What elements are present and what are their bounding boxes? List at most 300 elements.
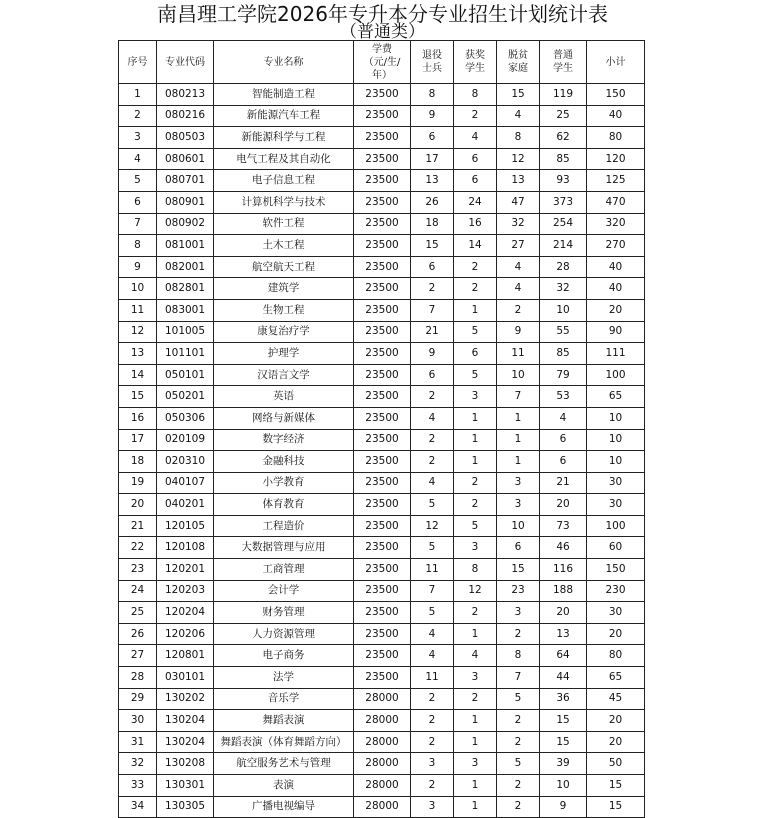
cell-no: 6 bbox=[119, 191, 157, 213]
cell-award: 1 bbox=[454, 407, 497, 429]
cell-regular: 85 bbox=[540, 148, 587, 170]
cell-award: 5 bbox=[454, 515, 497, 537]
cell-fee: 23500 bbox=[354, 580, 411, 602]
cell-regular: 36 bbox=[540, 688, 587, 710]
cell-poverty: 32 bbox=[497, 213, 540, 235]
cell-award: 1 bbox=[454, 451, 497, 473]
cell-award: 4 bbox=[454, 127, 497, 149]
cell-regular: 64 bbox=[540, 645, 587, 667]
header-award: 获奖 学生 bbox=[454, 41, 497, 84]
cell-veteran: 18 bbox=[411, 213, 454, 235]
cell-poverty: 3 bbox=[497, 494, 540, 516]
cell-veteran: 26 bbox=[411, 191, 454, 213]
cell-award: 3 bbox=[454, 537, 497, 559]
cell-code: 080701 bbox=[157, 170, 214, 192]
cell-name: 建筑学 bbox=[214, 278, 354, 300]
table-row bbox=[119, 278, 645, 300]
cell-subtotal: 150 bbox=[587, 84, 645, 106]
cell-subtotal: 230 bbox=[587, 580, 645, 602]
page-subtitle: （普通类） bbox=[340, 22, 425, 42]
cell-regular: 10 bbox=[540, 299, 587, 321]
cell-fee: 23500 bbox=[354, 256, 411, 278]
cell-name: 人力资源管理 bbox=[214, 623, 354, 645]
cell-regular: 25 bbox=[540, 105, 587, 127]
cell-fee: 23500 bbox=[354, 191, 411, 213]
cell-regular: 55 bbox=[540, 321, 587, 343]
cell-fee: 23500 bbox=[354, 472, 411, 494]
table-body bbox=[119, 84, 645, 818]
cell-regular: 13 bbox=[540, 623, 587, 645]
cell-subtotal: 15 bbox=[587, 796, 645, 818]
cell-fee: 23500 bbox=[354, 602, 411, 624]
cell-name: 小学教育 bbox=[214, 472, 354, 494]
cell-code: 120801 bbox=[157, 645, 214, 667]
cell-veteran: 7 bbox=[411, 580, 454, 602]
cell-poverty: 7 bbox=[497, 386, 540, 408]
cell-veteran: 2 bbox=[411, 731, 454, 753]
cell-veteran: 2 bbox=[411, 386, 454, 408]
table-row bbox=[119, 170, 645, 192]
cell-no: 8 bbox=[119, 235, 157, 257]
cell-award: 1 bbox=[454, 623, 497, 645]
cell-name: 新能源科学与工程 bbox=[214, 127, 354, 149]
cell-veteran: 5 bbox=[411, 537, 454, 559]
cell-name: 财务管理 bbox=[214, 602, 354, 624]
cell-veteran: 3 bbox=[411, 753, 454, 775]
cell-award: 3 bbox=[454, 753, 497, 775]
table-row bbox=[119, 645, 645, 667]
table-row bbox=[119, 731, 645, 753]
cell-code: 050101 bbox=[157, 364, 214, 386]
cell-regular: 21 bbox=[540, 472, 587, 494]
cell-code: 130202 bbox=[157, 688, 214, 710]
cell-fee: 28000 bbox=[354, 710, 411, 732]
cell-poverty: 3 bbox=[497, 602, 540, 624]
cell-regular: 373 bbox=[540, 191, 587, 213]
cell-name: 康复治疗学 bbox=[214, 321, 354, 343]
cell-name: 舞蹈表演（体育舞蹈方向） bbox=[214, 731, 354, 753]
cell-subtotal: 150 bbox=[587, 559, 645, 581]
cell-poverty: 7 bbox=[497, 667, 540, 689]
cell-poverty: 5 bbox=[497, 753, 540, 775]
cell-veteran: 7 bbox=[411, 299, 454, 321]
cell-veteran: 2 bbox=[411, 278, 454, 300]
cell-regular: 20 bbox=[540, 494, 587, 516]
cell-veteran: 6 bbox=[411, 127, 454, 149]
cell-award: 2 bbox=[454, 472, 497, 494]
cell-regular: 6 bbox=[540, 451, 587, 473]
cell-no: 29 bbox=[119, 688, 157, 710]
cell-subtotal: 65 bbox=[587, 667, 645, 689]
cell-name: 体育教育 bbox=[214, 494, 354, 516]
cell-veteran: 6 bbox=[411, 364, 454, 386]
cell-veteran: 15 bbox=[411, 235, 454, 257]
cell-award: 1 bbox=[454, 796, 497, 818]
cell-veteran: 6 bbox=[411, 256, 454, 278]
header-subtotal: 小计 bbox=[587, 41, 645, 84]
cell-fee: 23500 bbox=[354, 515, 411, 537]
cell-poverty: 8 bbox=[497, 127, 540, 149]
cell-code: 020109 bbox=[157, 429, 214, 451]
cell-code: 120201 bbox=[157, 559, 214, 581]
cell-veteran: 4 bbox=[411, 645, 454, 667]
cell-regular: 32 bbox=[540, 278, 587, 300]
cell-fee: 23500 bbox=[354, 386, 411, 408]
cell-fee: 23500 bbox=[354, 105, 411, 127]
cell-name: 计算机科学与技术 bbox=[214, 191, 354, 213]
cell-fee: 23500 bbox=[354, 364, 411, 386]
table-row bbox=[119, 623, 645, 645]
cell-award: 5 bbox=[454, 321, 497, 343]
cell-award: 2 bbox=[454, 602, 497, 624]
cell-code: 020310 bbox=[157, 451, 214, 473]
cell-award: 8 bbox=[454, 84, 497, 106]
cell-poverty: 12 bbox=[497, 148, 540, 170]
cell-no: 11 bbox=[119, 299, 157, 321]
cell-no: 25 bbox=[119, 602, 157, 624]
cell-poverty: 4 bbox=[497, 105, 540, 127]
cell-name: 航空服务艺术与管理 bbox=[214, 753, 354, 775]
cell-no: 2 bbox=[119, 105, 157, 127]
cell-no: 30 bbox=[119, 710, 157, 732]
cell-poverty: 15 bbox=[497, 84, 540, 106]
cell-name: 广播电视编导 bbox=[214, 796, 354, 818]
cell-veteran: 2 bbox=[411, 429, 454, 451]
cell-fee: 23500 bbox=[354, 645, 411, 667]
cell-code: 101101 bbox=[157, 343, 214, 365]
cell-award: 3 bbox=[454, 667, 497, 689]
cell-veteran: 2 bbox=[411, 775, 454, 797]
cell-regular: 62 bbox=[540, 127, 587, 149]
table-row bbox=[119, 602, 645, 624]
cell-subtotal: 470 bbox=[587, 191, 645, 213]
cell-veteran: 5 bbox=[411, 494, 454, 516]
cell-subtotal: 60 bbox=[587, 537, 645, 559]
cell-award: 6 bbox=[454, 148, 497, 170]
table-row bbox=[119, 105, 645, 127]
cell-fee: 23500 bbox=[354, 170, 411, 192]
cell-fee: 23500 bbox=[354, 235, 411, 257]
cell-name: 航空航天工程 bbox=[214, 256, 354, 278]
cell-name: 电子商务 bbox=[214, 645, 354, 667]
cell-name: 电子信息工程 bbox=[214, 170, 354, 192]
cell-fee: 23500 bbox=[354, 407, 411, 429]
cell-subtotal: 15 bbox=[587, 775, 645, 797]
table-row bbox=[119, 191, 645, 213]
cell-poverty: 1 bbox=[497, 451, 540, 473]
cell-name: 护理学 bbox=[214, 343, 354, 365]
cell-no: 15 bbox=[119, 386, 157, 408]
cell-regular: 73 bbox=[540, 515, 587, 537]
cell-name: 会计学 bbox=[214, 580, 354, 602]
cell-fee: 23500 bbox=[354, 667, 411, 689]
cell-no: 20 bbox=[119, 494, 157, 516]
cell-code: 120105 bbox=[157, 515, 214, 537]
cell-award: 8 bbox=[454, 559, 497, 581]
table-row bbox=[119, 321, 645, 343]
cell-fee: 23500 bbox=[354, 299, 411, 321]
cell-veteran: 13 bbox=[411, 170, 454, 192]
table-row bbox=[119, 235, 645, 257]
cell-poverty: 23 bbox=[497, 580, 540, 602]
cell-award: 1 bbox=[454, 429, 497, 451]
table-row bbox=[119, 753, 645, 775]
cell-subtotal: 20 bbox=[587, 623, 645, 645]
cell-veteran: 17 bbox=[411, 148, 454, 170]
cell-award: 1 bbox=[454, 710, 497, 732]
cell-poverty: 4 bbox=[497, 256, 540, 278]
cell-subtotal: 80 bbox=[587, 645, 645, 667]
table-row bbox=[119, 451, 645, 473]
table-row bbox=[119, 213, 645, 235]
table-row bbox=[119, 148, 645, 170]
cell-code: 120108 bbox=[157, 537, 214, 559]
cell-subtotal: 100 bbox=[587, 364, 645, 386]
cell-subtotal: 20 bbox=[587, 299, 645, 321]
cell-fee: 28000 bbox=[354, 731, 411, 753]
cell-name: 软件工程 bbox=[214, 213, 354, 235]
cell-code: 082001 bbox=[157, 256, 214, 278]
cell-regular: 28 bbox=[540, 256, 587, 278]
cell-no: 13 bbox=[119, 343, 157, 365]
cell-award: 5 bbox=[454, 364, 497, 386]
cell-code: 120204 bbox=[157, 602, 214, 624]
cell-no: 18 bbox=[119, 451, 157, 473]
cell-poverty: 2 bbox=[497, 731, 540, 753]
table-row bbox=[119, 580, 645, 602]
table-row bbox=[119, 710, 645, 732]
cell-no: 17 bbox=[119, 429, 157, 451]
cell-veteran: 5 bbox=[411, 602, 454, 624]
cell-regular: 20 bbox=[540, 602, 587, 624]
cell-fee: 28000 bbox=[354, 775, 411, 797]
cell-code: 030101 bbox=[157, 667, 214, 689]
cell-poverty: 47 bbox=[497, 191, 540, 213]
cell-no: 4 bbox=[119, 148, 157, 170]
cell-veteran: 12 bbox=[411, 515, 454, 537]
cell-code: 130301 bbox=[157, 775, 214, 797]
cell-veteran: 8 bbox=[411, 84, 454, 106]
cell-regular: 85 bbox=[540, 343, 587, 365]
cell-code: 080901 bbox=[157, 191, 214, 213]
cell-veteran: 2 bbox=[411, 451, 454, 473]
cell-award: 6 bbox=[454, 170, 497, 192]
cell-fee: 23500 bbox=[354, 623, 411, 645]
cell-name: 工商管理 bbox=[214, 559, 354, 581]
table-row bbox=[119, 515, 645, 537]
cell-subtotal: 20 bbox=[587, 710, 645, 732]
cell-poverty: 27 bbox=[497, 235, 540, 257]
cell-name: 数字经济 bbox=[214, 429, 354, 451]
cell-code: 083001 bbox=[157, 299, 214, 321]
cell-name: 汉语言文学 bbox=[214, 364, 354, 386]
cell-poverty: 4 bbox=[497, 278, 540, 300]
cell-subtotal: 10 bbox=[587, 407, 645, 429]
cell-award: 2 bbox=[454, 256, 497, 278]
cell-no: 27 bbox=[119, 645, 157, 667]
cell-code: 082801 bbox=[157, 278, 214, 300]
table-row bbox=[119, 667, 645, 689]
cell-name: 智能制造工程 bbox=[214, 84, 354, 106]
header-code: 专业代码 bbox=[157, 41, 214, 84]
cell-veteran: 2 bbox=[411, 688, 454, 710]
cell-name: 大数据管理与应用 bbox=[214, 537, 354, 559]
cell-code: 130208 bbox=[157, 753, 214, 775]
cell-subtotal: 65 bbox=[587, 386, 645, 408]
cell-award: 3 bbox=[454, 386, 497, 408]
cell-code: 081001 bbox=[157, 235, 214, 257]
cell-poverty: 8 bbox=[497, 645, 540, 667]
cell-name: 表演 bbox=[214, 775, 354, 797]
header-no: 序号 bbox=[119, 41, 157, 84]
cell-award: 12 bbox=[454, 580, 497, 602]
cell-code: 080601 bbox=[157, 148, 214, 170]
cell-fee: 23500 bbox=[354, 148, 411, 170]
cell-poverty: 10 bbox=[497, 364, 540, 386]
cell-fee: 23500 bbox=[354, 84, 411, 106]
cell-award: 2 bbox=[454, 494, 497, 516]
table-row bbox=[119, 688, 645, 710]
cell-code: 130204 bbox=[157, 710, 214, 732]
cell-veteran: 11 bbox=[411, 667, 454, 689]
cell-subtotal: 320 bbox=[587, 213, 645, 235]
cell-name: 法学 bbox=[214, 667, 354, 689]
cell-subtotal: 10 bbox=[587, 451, 645, 473]
cell-regular: 39 bbox=[540, 753, 587, 775]
cell-fee: 23500 bbox=[354, 343, 411, 365]
cell-subtotal: 90 bbox=[587, 321, 645, 343]
table-row bbox=[119, 537, 645, 559]
cell-no: 28 bbox=[119, 667, 157, 689]
cell-fee: 28000 bbox=[354, 796, 411, 818]
cell-code: 050201 bbox=[157, 386, 214, 408]
cell-subtotal: 50 bbox=[587, 753, 645, 775]
cell-poverty: 9 bbox=[497, 321, 540, 343]
cell-no: 1 bbox=[119, 84, 157, 106]
cell-subtotal: 30 bbox=[587, 472, 645, 494]
table-header-row bbox=[119, 41, 645, 84]
cell-poverty: 3 bbox=[497, 472, 540, 494]
cell-award: 2 bbox=[454, 278, 497, 300]
table-row bbox=[119, 364, 645, 386]
cell-fee: 23500 bbox=[354, 321, 411, 343]
cell-code: 120206 bbox=[157, 623, 214, 645]
header-regular: 普通 学生 bbox=[540, 41, 587, 84]
cell-veteran: 21 bbox=[411, 321, 454, 343]
cell-veteran: 2 bbox=[411, 710, 454, 732]
page-title: 南昌理工学院2026年专升本分专业招生计划统计表 bbox=[157, 2, 608, 26]
cell-award: 16 bbox=[454, 213, 497, 235]
cell-no: 34 bbox=[119, 796, 157, 818]
cell-code: 040107 bbox=[157, 472, 214, 494]
cell-name: 新能源汽车工程 bbox=[214, 105, 354, 127]
cell-poverty: 13 bbox=[497, 170, 540, 192]
table-row bbox=[119, 407, 645, 429]
cell-poverty: 1 bbox=[497, 429, 540, 451]
cell-subtotal: 111 bbox=[587, 343, 645, 365]
header-veteran: 退役 士兵 bbox=[411, 41, 454, 84]
cell-regular: 4 bbox=[540, 407, 587, 429]
cell-no: 12 bbox=[119, 321, 157, 343]
cell-regular: 10 bbox=[540, 775, 587, 797]
cell-name: 舞蹈表演 bbox=[214, 710, 354, 732]
cell-subtotal: 270 bbox=[587, 235, 645, 257]
cell-subtotal: 125 bbox=[587, 170, 645, 192]
cell-no: 16 bbox=[119, 407, 157, 429]
cell-award: 2 bbox=[454, 105, 497, 127]
cell-name: 音乐学 bbox=[214, 688, 354, 710]
cell-award: 2 bbox=[454, 688, 497, 710]
cell-regular: 46 bbox=[540, 537, 587, 559]
cell-code: 050306 bbox=[157, 407, 214, 429]
cell-regular: 44 bbox=[540, 667, 587, 689]
cell-regular: 93 bbox=[540, 170, 587, 192]
cell-veteran: 11 bbox=[411, 559, 454, 581]
cell-award: 14 bbox=[454, 235, 497, 257]
table-row bbox=[119, 386, 645, 408]
table-row bbox=[119, 559, 645, 581]
cell-poverty: 6 bbox=[497, 537, 540, 559]
cell-no: 14 bbox=[119, 364, 157, 386]
cell-regular: 15 bbox=[540, 731, 587, 753]
cell-poverty: 11 bbox=[497, 343, 540, 365]
cell-subtotal: 120 bbox=[587, 148, 645, 170]
cell-poverty: 1 bbox=[497, 407, 540, 429]
cell-poverty: 10 bbox=[497, 515, 540, 537]
cell-fee: 23500 bbox=[354, 429, 411, 451]
header-name: 专业名称 bbox=[214, 41, 354, 84]
cell-subtotal: 20 bbox=[587, 731, 645, 753]
table-row bbox=[119, 299, 645, 321]
cell-fee: 23500 bbox=[354, 494, 411, 516]
cell-fee: 23500 bbox=[354, 451, 411, 473]
cell-poverty: 2 bbox=[497, 775, 540, 797]
cell-regular: 188 bbox=[540, 580, 587, 602]
cell-no: 5 bbox=[119, 170, 157, 192]
cell-name: 生物工程 bbox=[214, 299, 354, 321]
cell-fee: 23500 bbox=[354, 537, 411, 559]
enrollment-plan-table bbox=[118, 40, 645, 818]
cell-award: 4 bbox=[454, 645, 497, 667]
cell-subtotal: 30 bbox=[587, 494, 645, 516]
cell-code: 040201 bbox=[157, 494, 214, 516]
table-row bbox=[119, 494, 645, 516]
cell-no: 26 bbox=[119, 623, 157, 645]
cell-poverty: 2 bbox=[497, 299, 540, 321]
cell-name: 网络与新媒体 bbox=[214, 407, 354, 429]
cell-veteran: 9 bbox=[411, 343, 454, 365]
cell-subtotal: 40 bbox=[587, 256, 645, 278]
cell-name: 工程造价 bbox=[214, 515, 354, 537]
cell-poverty: 2 bbox=[497, 796, 540, 818]
table-row bbox=[119, 343, 645, 365]
cell-subtotal: 40 bbox=[587, 105, 645, 127]
cell-no: 7 bbox=[119, 213, 157, 235]
table-row bbox=[119, 84, 645, 106]
cell-no: 3 bbox=[119, 127, 157, 149]
cell-code: 101005 bbox=[157, 321, 214, 343]
cell-award: 24 bbox=[454, 191, 497, 213]
cell-award: 1 bbox=[454, 299, 497, 321]
cell-poverty: 2 bbox=[497, 623, 540, 645]
cell-award: 1 bbox=[454, 731, 497, 753]
table-row bbox=[119, 472, 645, 494]
cell-regular: 119 bbox=[540, 84, 587, 106]
cell-no: 22 bbox=[119, 537, 157, 559]
cell-regular: 214 bbox=[540, 235, 587, 257]
cell-no: 31 bbox=[119, 731, 157, 753]
cell-regular: 9 bbox=[540, 796, 587, 818]
